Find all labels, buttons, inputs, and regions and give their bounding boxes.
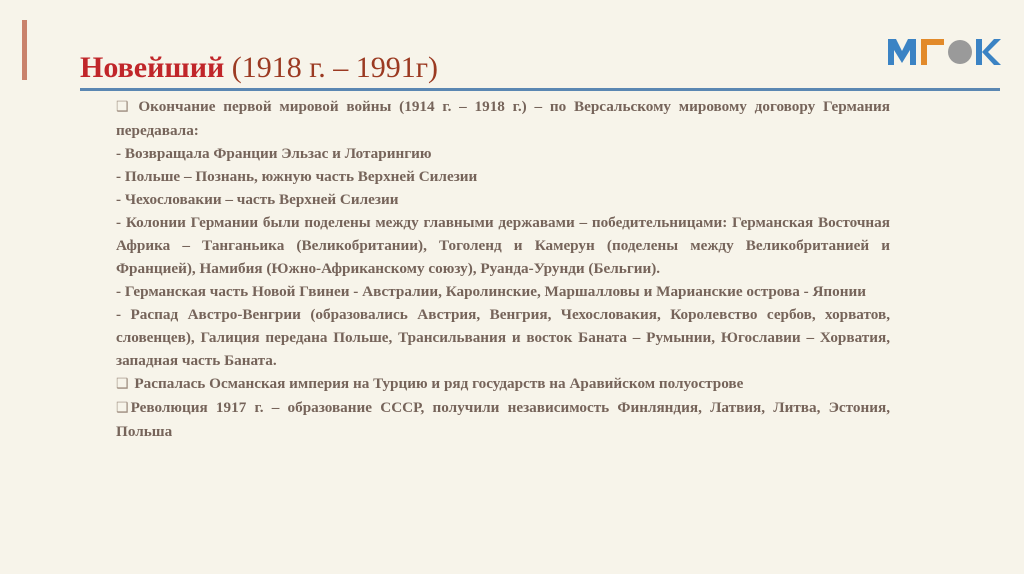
square-bullet-icon: ❑ bbox=[116, 377, 129, 392]
paragraph-8: ❑ Распалась Османская империя на Турцию и ряд государств на Аравийском полуострове bbox=[116, 375, 744, 392]
title-divider bbox=[80, 88, 1000, 91]
page-title bbox=[80, 50, 438, 86]
paragraph-2: - Возвращала Франции Эльзас и Лотарингию bbox=[116, 145, 432, 162]
paragraph-3: - Польше – Познань, южную часть Верхней Силезии bbox=[116, 168, 478, 185]
paragraph-1: ❑ Окончание первой мировой войны (1914 г. – 1918 г.) – по Версальскому мировому договору Германия передавала: bbox=[116, 98, 891, 139]
paragraph-9: ❑ Революция 1917 г. – образование СССР, получили независимость Финляндия, Латвия, Литва, Эстония, Польша bbox=[116, 399, 890, 440]
title-strong: Новейший bbox=[80, 51, 225, 84]
mgok-logo bbox=[888, 37, 1002, 65]
accent-bar bbox=[22, 20, 27, 80]
paragraph-7: - Распад Австро-Венгрии (образовались Австрия, Венгрия, Чехословакия, Королевство сербов, хорватов, словенцев), Галиция передана Польше, Трансильвания и восток Баната – Румынии, Югославии – Хорватия, западная часть Баната. bbox=[116, 306, 890, 369]
title-rest: (1918 г. – 1991г) bbox=[224, 51, 439, 84]
paragraph-5: - Колонии Германии были поделены между главными державами – победительницами: Германская Восточная Африка – Танганьика (Великобритании), Тоголенд и Камерун (поделены между Великобританией и Францией), Намибия (Южно-Африканскому союзу), Руанда-Урунди (Бельгии). bbox=[116, 214, 890, 277]
slide-body bbox=[116, 95, 890, 443]
square-bullet-icon: ❑ bbox=[116, 401, 129, 416]
square-bullet-icon: ❑ bbox=[116, 100, 129, 115]
paragraph-6: - Германская часть Новой Гвинеи - Австралии, Каролинские, Маршалловы и Марианские острова - Японии bbox=[116, 283, 867, 300]
paragraph-4: - Чехословакии – часть Верхней Силезии bbox=[116, 191, 399, 208]
